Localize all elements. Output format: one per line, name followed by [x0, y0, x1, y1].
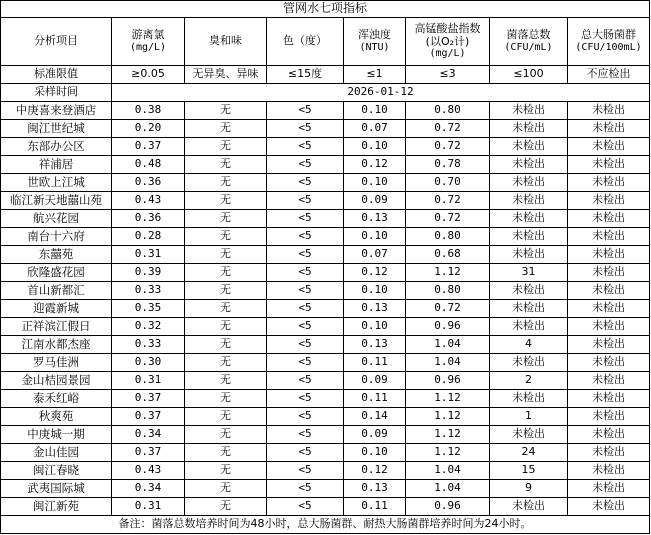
- turbidity-value: 0.13: [344, 336, 406, 354]
- bacteria-value: 未检出: [490, 426, 568, 444]
- cod-value: 0.68: [406, 246, 490, 264]
- turbidity-value: 0.12: [344, 462, 406, 480]
- limits-label: 标准限值: [1, 66, 112, 84]
- chlorine-value: 0.37: [112, 390, 185, 408]
- coliform-value: 未检出: [568, 264, 650, 282]
- chlorine-value: 0.39: [112, 264, 185, 282]
- cod-value: 0.72: [406, 300, 490, 318]
- table-row: [1, 354, 650, 372]
- color-value: <5: [267, 120, 344, 138]
- color-value: <5: [267, 408, 344, 426]
- site-name: 金山桔园景园: [1, 372, 112, 390]
- bacteria-value: 9: [490, 480, 568, 498]
- header-cod: [406, 18, 490, 66]
- site-name: 泰禾红峪: [1, 390, 112, 408]
- color-value: <5: [267, 174, 344, 192]
- coliform-value: 未检出: [568, 408, 650, 426]
- table-row: [1, 408, 650, 426]
- site-name: 中庚喜来登酒店: [1, 102, 112, 120]
- header-chlorine: [112, 18, 185, 66]
- table-row: [1, 390, 650, 408]
- odor-value: 无: [185, 390, 267, 408]
- coliform-value: 未检出: [568, 318, 650, 336]
- turbidity-value: 0.10: [344, 102, 406, 120]
- sampling-date: 2026-01-12: [112, 84, 650, 102]
- cod-value: 0.72: [406, 120, 490, 138]
- coliform-value: 未检出: [568, 138, 650, 156]
- coliform-value: 未检出: [568, 390, 650, 408]
- turbidity-value: 0.07: [344, 246, 406, 264]
- table-row: [1, 192, 650, 210]
- site-name: 首山新都汇: [1, 282, 112, 300]
- limit-turbidity: ≤1: [344, 66, 406, 84]
- coliform-value: 未检出: [568, 156, 650, 174]
- odor-value: 无: [185, 318, 267, 336]
- table-row: [1, 138, 650, 156]
- chlorine-value: 0.28: [112, 228, 185, 246]
- color-value: <5: [267, 264, 344, 282]
- odor-value: 无: [185, 354, 267, 372]
- color-value: <5: [267, 156, 344, 174]
- bacteria-value: 未检出: [490, 120, 568, 138]
- header-turbidity-name: 浑浊度: [358, 28, 391, 42]
- turbidity-value: 0.10: [344, 174, 406, 192]
- turbidity-value: 0.14: [344, 408, 406, 426]
- bacteria-value: 未检出: [490, 318, 568, 336]
- color-value: <5: [267, 210, 344, 228]
- table-row: [1, 156, 650, 174]
- header-odor: 臭和味: [185, 18, 267, 66]
- turbidity-value: 0.13: [344, 480, 406, 498]
- turbidity-value: 0.09: [344, 372, 406, 390]
- coliform-value: 未检出: [568, 102, 650, 120]
- cod-value: 1.04: [406, 462, 490, 480]
- site-name: 正祥滨江假日: [1, 318, 112, 336]
- color-value: <5: [267, 138, 344, 156]
- coliform-value: 未检出: [568, 174, 650, 192]
- odor-value: 无: [185, 462, 267, 480]
- coliform-value: 未检出: [568, 480, 650, 498]
- bacteria-value: 未检出: [490, 192, 568, 210]
- table-row: [1, 264, 650, 282]
- table-row: [1, 228, 650, 246]
- turbidity-value: 0.13: [344, 210, 406, 228]
- bacteria-value: 未检出: [490, 228, 568, 246]
- site-name: 临江新天地囍山苑: [1, 192, 112, 210]
- chlorine-value: 0.33: [112, 336, 185, 354]
- bacteria-value: 1: [490, 408, 568, 426]
- site-name: 迎霞新城: [1, 300, 112, 318]
- site-name: 中庚城一期: [1, 426, 112, 444]
- turbidity-value: 0.10: [344, 228, 406, 246]
- coliform-value: 未检出: [568, 228, 650, 246]
- coliform-value: 未检出: [568, 336, 650, 354]
- odor-value: 无: [185, 264, 267, 282]
- coliform-value: 未检出: [568, 426, 650, 444]
- limit-cod: ≤3: [406, 66, 490, 84]
- header-cod-name: 高锰酸盐指数: [414, 22, 481, 36]
- coliform-value: 未检出: [568, 246, 650, 264]
- table-row: [1, 210, 650, 228]
- header-turbidity-unit: (NTU): [359, 42, 390, 54]
- table-row: [1, 444, 650, 462]
- color-value: <5: [267, 354, 344, 372]
- header-bacteria: [490, 18, 568, 66]
- chlorine-value: 0.31: [112, 372, 185, 390]
- bacteria-value: 31: [490, 264, 568, 282]
- chlorine-value: 0.35: [112, 300, 185, 318]
- cod-value: 0.72: [406, 210, 490, 228]
- turbidity-value: 0.11: [344, 354, 406, 372]
- cod-value: 0.80: [406, 282, 490, 300]
- sampling-label: 采样时间: [1, 84, 112, 102]
- odor-value: 无: [185, 480, 267, 498]
- header-coliform-name: 总大肠菌群: [581, 28, 636, 42]
- bacteria-value: 2: [490, 372, 568, 390]
- odor-value: 无: [185, 498, 267, 516]
- bacteria-value: 未检出: [490, 138, 568, 156]
- color-value: <5: [267, 282, 344, 300]
- coliform-value: 未检出: [568, 210, 650, 228]
- chlorine-value: 0.37: [112, 444, 185, 462]
- bacteria-value: 未检出: [490, 498, 568, 516]
- coliform-value: 未检出: [568, 300, 650, 318]
- cod-value: 0.96: [406, 498, 490, 516]
- odor-value: 无: [185, 102, 267, 120]
- turbidity-value: 0.07: [344, 120, 406, 138]
- header-cod-basis: (以O₂计): [425, 34, 470, 48]
- turbidity-value: 0.13: [344, 300, 406, 318]
- odor-value: 无: [185, 192, 267, 210]
- site-name: 祥浦居: [1, 156, 112, 174]
- chlorine-value: 0.31: [112, 246, 185, 264]
- turbidity-value: 0.12: [344, 264, 406, 282]
- limit-bacteria: ≤100: [490, 66, 568, 84]
- header-coliform: [568, 18, 650, 66]
- color-value: <5: [267, 246, 344, 264]
- coliform-value: 未检出: [568, 462, 650, 480]
- site-name: 武夷国际城: [1, 480, 112, 498]
- table-row: [1, 498, 650, 516]
- odor-value: 无: [185, 174, 267, 192]
- color-value: <5: [267, 498, 344, 516]
- limit-color: ≤15度: [267, 66, 344, 84]
- table-row: [1, 462, 650, 480]
- header-row: [1, 18, 650, 66]
- header-item: 分析项目: [1, 18, 112, 66]
- chlorine-value: 0.36: [112, 210, 185, 228]
- odor-value: 无: [185, 246, 267, 264]
- chlorine-value: 0.37: [112, 138, 185, 156]
- header-chlorine-unit: (mg/L): [129, 42, 167, 54]
- odor-value: 无: [185, 210, 267, 228]
- coliform-value: 未检出: [568, 120, 650, 138]
- coliform-value: 未检出: [568, 498, 650, 516]
- bacteria-value: 未检出: [490, 210, 568, 228]
- limit-coliform: 不应检出: [568, 66, 650, 84]
- table-row: [1, 426, 650, 444]
- chlorine-value: 0.30: [112, 354, 185, 372]
- site-name: 航兴花园: [1, 210, 112, 228]
- chlorine-value: 0.36: [112, 174, 185, 192]
- odor-value: 无: [185, 138, 267, 156]
- site-name: 闽江新苑: [1, 498, 112, 516]
- color-value: <5: [267, 336, 344, 354]
- turbidity-value: 0.10: [344, 318, 406, 336]
- color-value: <5: [267, 444, 344, 462]
- header-bacteria-name: 菌落总数: [506, 28, 551, 42]
- site-name: 南台十六府: [1, 228, 112, 246]
- table-title: 管网水七项指标: [1, 1, 650, 18]
- title-row: [1, 1, 650, 18]
- header-coliform-unit: (CFU/100mL): [575, 42, 642, 54]
- chlorine-value: 0.34: [112, 426, 185, 444]
- table-row: [1, 336, 650, 354]
- coliform-value: 未检出: [568, 192, 650, 210]
- color-value: <5: [267, 372, 344, 390]
- header-bacteria-unit: (CFU/mL): [504, 42, 553, 54]
- bacteria-value: 未检出: [490, 156, 568, 174]
- color-value: <5: [267, 192, 344, 210]
- odor-value: 无: [185, 300, 267, 318]
- cod-value: 0.80: [406, 228, 490, 246]
- chlorine-value: 0.37: [112, 408, 185, 426]
- turbidity-value: 0.09: [344, 426, 406, 444]
- odor-value: 无: [185, 228, 267, 246]
- site-name: 江南水都杰座: [1, 336, 112, 354]
- odor-value: 无: [185, 408, 267, 426]
- table-row: [1, 318, 650, 336]
- table-row: [1, 246, 650, 264]
- cod-value: 0.78: [406, 156, 490, 174]
- site-name: 闽江春晓: [1, 462, 112, 480]
- bacteria-value: 未检出: [490, 102, 568, 120]
- color-value: <5: [267, 426, 344, 444]
- turbidity-value: 0.12: [344, 156, 406, 174]
- bacteria-value: 未检出: [490, 390, 568, 408]
- odor-value: 无: [185, 444, 267, 462]
- table-row: [1, 174, 650, 192]
- cod-value: 1.12: [406, 390, 490, 408]
- color-value: <5: [267, 462, 344, 480]
- color-value: <5: [267, 318, 344, 336]
- bacteria-value: 15: [490, 462, 568, 480]
- coliform-value: 未检出: [568, 372, 650, 390]
- table-row: [1, 120, 650, 138]
- site-name: 世欧上江城: [1, 174, 112, 192]
- color-value: <5: [267, 390, 344, 408]
- cod-value: 0.72: [406, 138, 490, 156]
- cod-value: 1.12: [406, 408, 490, 426]
- cod-value: 0.72: [406, 192, 490, 210]
- site-name: 东囍苑: [1, 246, 112, 264]
- turbidity-value: 0.10: [344, 282, 406, 300]
- header-turbidity: [344, 18, 406, 66]
- site-name: 金山佳园: [1, 444, 112, 462]
- table-row: [1, 282, 650, 300]
- turbidity-value: 0.09: [344, 192, 406, 210]
- site-name: 闽江世纪城: [1, 120, 112, 138]
- coliform-value: 未检出: [568, 444, 650, 462]
- bacteria-value: 未检出: [490, 282, 568, 300]
- chlorine-value: 0.34: [112, 480, 185, 498]
- cod-value: 1.12: [406, 426, 490, 444]
- turbidity-value: 0.10: [344, 444, 406, 462]
- chlorine-value: 0.31: [112, 498, 185, 516]
- odor-value: 无: [185, 120, 267, 138]
- cod-value: 1.04: [406, 354, 490, 372]
- coliform-value: 未检出: [568, 354, 650, 372]
- note-row: [1, 516, 650, 534]
- odor-value: 无: [185, 372, 267, 390]
- cod-value: 0.96: [406, 318, 490, 336]
- turbidity-value: 0.11: [344, 390, 406, 408]
- color-value: <5: [267, 102, 344, 120]
- chlorine-value: 0.48: [112, 156, 185, 174]
- odor-value: 无: [185, 336, 267, 354]
- odor-value: 无: [185, 156, 267, 174]
- site-name: 秋爽苑: [1, 408, 112, 426]
- table-row: [1, 480, 650, 498]
- cod-value: 1.12: [406, 264, 490, 282]
- chlorine-value: 0.38: [112, 102, 185, 120]
- limits-row: [1, 66, 650, 84]
- table-row: [1, 300, 650, 318]
- bacteria-value: 4: [490, 336, 568, 354]
- chlorine-value: 0.33: [112, 282, 185, 300]
- site-name: 东部办公区: [1, 138, 112, 156]
- chlorine-value: 0.32: [112, 318, 185, 336]
- table-row: [1, 372, 650, 390]
- color-value: <5: [267, 480, 344, 498]
- site-name: 罗马佳洲: [1, 354, 112, 372]
- bacteria-value: 未检出: [490, 354, 568, 372]
- chlorine-value: 0.20: [112, 120, 185, 138]
- odor-value: 无: [185, 282, 267, 300]
- coliform-value: 未检出: [568, 282, 650, 300]
- bacteria-value: 未检出: [490, 246, 568, 264]
- sampling-row: [1, 84, 650, 102]
- bacteria-value: 24: [490, 444, 568, 462]
- header-color: 色（度）: [267, 18, 344, 66]
- cod-value: 1.12: [406, 444, 490, 462]
- odor-value: 无: [185, 426, 267, 444]
- chlorine-value: 0.43: [112, 462, 185, 480]
- chlorine-value: 0.43: [112, 192, 185, 210]
- header-chlorine-name: 游离氯: [131, 28, 165, 42]
- cod-value: 1.04: [406, 480, 490, 498]
- color-value: <5: [267, 300, 344, 318]
- color-value: <5: [267, 228, 344, 246]
- limit-chlorine: ≥0.05: [112, 66, 185, 84]
- header-cod-unit: (mg/L): [429, 48, 466, 60]
- bacteria-value: 未检出: [490, 174, 568, 192]
- site-name: 欣隆盛花园: [1, 264, 112, 282]
- cod-value: 0.80: [406, 102, 490, 120]
- cod-value: 0.70: [406, 174, 490, 192]
- footnote: 备注：菌落总数培养时间为48小时，总大肠菌群、耐热大肠菌群培养时间为24小时。: [1, 516, 650, 534]
- bacteria-value: 未检出: [490, 300, 568, 318]
- cod-value: 1.04: [406, 336, 490, 354]
- limit-odor: 无异臭、异味: [185, 66, 267, 84]
- table-row: [1, 102, 650, 120]
- turbidity-value: 0.10: [344, 138, 406, 156]
- turbidity-value: 0.11: [344, 498, 406, 516]
- cod-value: 0.96: [406, 372, 490, 390]
